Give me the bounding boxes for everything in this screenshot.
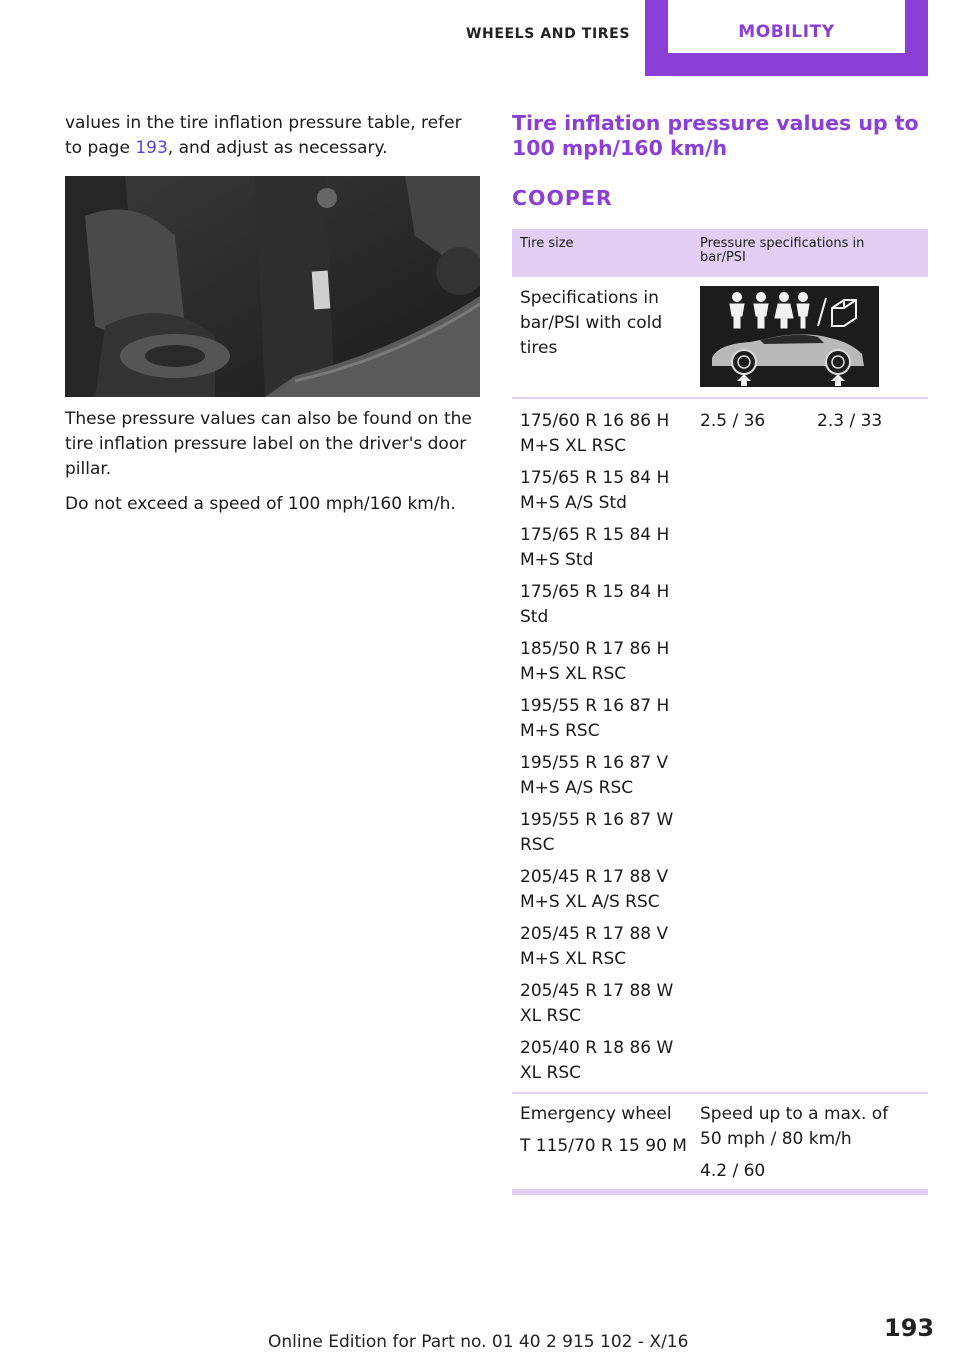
label-location-text: These pressure values can also be found on the tire inflation pressure label on the driver's door pillar. (65, 409, 472, 479)
occupant-icon (730, 293, 809, 329)
emergency-pressure: 4.2 / 60 (700, 1161, 766, 1181)
speed-warning-text: Do not exceed a speed of 100 mph/160 km/h. (65, 494, 456, 514)
intro-text-end: , and adjust as necessary. (167, 138, 388, 158)
tire-size-list (520, 409, 688, 1093)
list-item: 195/55 R 16 87 V M+S A/S RSC (520, 753, 669, 798)
pressure-table (512, 229, 928, 1195)
chapter-title[interactable]: MOBILITY (738, 22, 835, 42)
separator-slash (818, 298, 826, 326)
list-item: 205/45 R 17 88 V M+S XL A/S RSC (520, 867, 669, 912)
table-header (512, 229, 928, 277)
page-link[interactable]: 193 (135, 138, 168, 158)
list-item: 205/45 R 17 88 W XL RSC (520, 981, 674, 1026)
spec-label: Specifications in bar/PSI with cold tires (520, 288, 663, 358)
col-pressure-header: Pressure specifications in bar/PSI (700, 236, 865, 265)
emergency-wheel-cell (520, 1102, 688, 1159)
list-item: 175/65 R 15 84 H M+S A/S Std (520, 468, 670, 513)
section-title: WHEELS AND TIRES (466, 26, 630, 42)
emergency-speed: Speed up to a max. of 50 mph / 80 km/h (700, 1104, 889, 1149)
list-item: 185/50 R 17 86 H M+S XL RSC (520, 639, 670, 684)
table-row-tires (512, 399, 928, 1094)
table-row-emergency (512, 1094, 928, 1189)
table-row-spec (512, 277, 928, 399)
load-pictogram (700, 286, 879, 387)
list-item: 175/60 R 16 86 H M+S XL RSC (520, 411, 670, 456)
section-heading: Tire inflation pressure values up to 100 mph/160 km/h (512, 111, 919, 160)
rear-pressure: 2.3 / 33 (817, 411, 883, 431)
intro-paragraph (65, 111, 480, 161)
col-tire-size-header: Tire size (520, 236, 574, 251)
intro-text: values in the tire inflation pressure table, refer to page (65, 113, 462, 158)
emergency-label: Emergency wheel (520, 1104, 672, 1124)
list-item: 205/45 R 17 88 V M+S XL RSC (520, 924, 669, 969)
list-item: 195/55 R 16 87 H M+S RSC (520, 696, 670, 741)
edition-footer: Online Edition for Part no. 01 40 2 915 102 - X/16 (268, 1332, 689, 1352)
body-paragraphs (65, 407, 480, 517)
car-icon (712, 334, 864, 374)
front-pressure: 2.5 / 36 (700, 411, 766, 431)
pressure-arrow-icon (737, 374, 845, 386)
list-item: 175/65 R 15 84 H Std (520, 582, 670, 627)
list-item: 205/40 R 18 86 W XL RSC (520, 1038, 674, 1083)
emergency-size: T 115/70 R 15 90 M (520, 1136, 687, 1156)
table-footer-rule (512, 1189, 928, 1195)
luggage-icon (832, 300, 856, 326)
emergency-pressure-cell (700, 1102, 915, 1184)
list-item: 175/65 R 15 84 H M+S Std (520, 525, 670, 570)
door-pillar-photo (65, 176, 480, 397)
model-heading: COOPER (512, 186, 613, 210)
page-number: 193 (884, 1314, 935, 1342)
list-item: 195/55 R 16 87 W RSC (520, 810, 674, 855)
